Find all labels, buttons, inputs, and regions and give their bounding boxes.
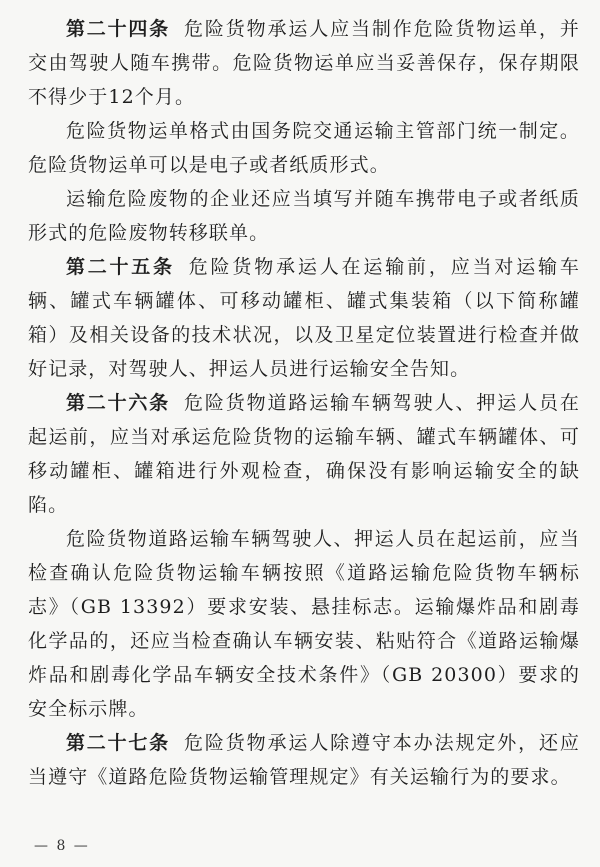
paragraph-text: 危险货物承运人应当制作危险货物运单，并交由驾驶人随车携带。危险货物运单应当妥善保存，保存期限不得少于12个月。 bbox=[28, 18, 580, 108]
paragraph-text: 运输危险废物的企业还应当填写并随车携带电子或者纸质形式的危险废物转移联单。 bbox=[28, 188, 580, 244]
article-25-paragraph bbox=[28, 250, 580, 386]
article-24-paragraph-3 bbox=[28, 182, 580, 250]
article-heading: 第二十四条 bbox=[66, 18, 170, 40]
article-26-paragraph bbox=[28, 386, 580, 522]
article-24-paragraph bbox=[28, 12, 580, 114]
article-24-paragraph-2 bbox=[28, 114, 580, 182]
page-number: — 8 — bbox=[34, 838, 90, 854]
article-heading: 第二十七条 bbox=[66, 732, 170, 754]
article-27-paragraph bbox=[28, 726, 580, 794]
paragraph-text: 危险货物道路运输车辆驾驶人、押运人员在起运前，应当检查确认危险货物运输车辆按照《道路运输危险货物车辆标志》（GB 13392）要求安装、悬挂标志。运输爆炸品和剧毒化学品的，还应当检查确认车辆安装、粘贴符合《道路运输爆炸品和剧毒化学品车辆安全技术条件》（GB 20300）要求的安全标示牌。 bbox=[28, 528, 580, 720]
paragraph-text: 危险货物承运人除遵守本办法规定外，还应当遵守《道路危险货物运输管理规定》有关运输行为的要求。 bbox=[28, 732, 580, 788]
paragraph-text: 危险货物承运人在运输前，应当对运输车辆、罐式车辆罐体、可移动罐柜、罐式集装箱（以下简称罐箱）及相关设备的技术状况，以及卫星定位装置进行检查并做好记录，对驾驶人、押运人员进行运输安全告知。 bbox=[28, 256, 580, 380]
paragraph-text: 危险货物运单格式由国务院交通运输主管部门统一制定。危险货物运单可以是电子或者纸质形式。 bbox=[28, 120, 580, 176]
article-heading: 第二十五条 bbox=[66, 256, 175, 278]
article-heading: 第二十六条 bbox=[66, 392, 170, 414]
paragraph-text: 危险货物道路运输车辆驾驶人、押运人员在起运前，应当对承运危险货物的运输车辆、罐式车辆罐体、可移动罐柜、罐箱进行外观检查，确保没有影响运输安全的缺陷。 bbox=[28, 392, 580, 516]
document-body bbox=[28, 12, 580, 794]
article-26-paragraph-2 bbox=[28, 522, 580, 726]
